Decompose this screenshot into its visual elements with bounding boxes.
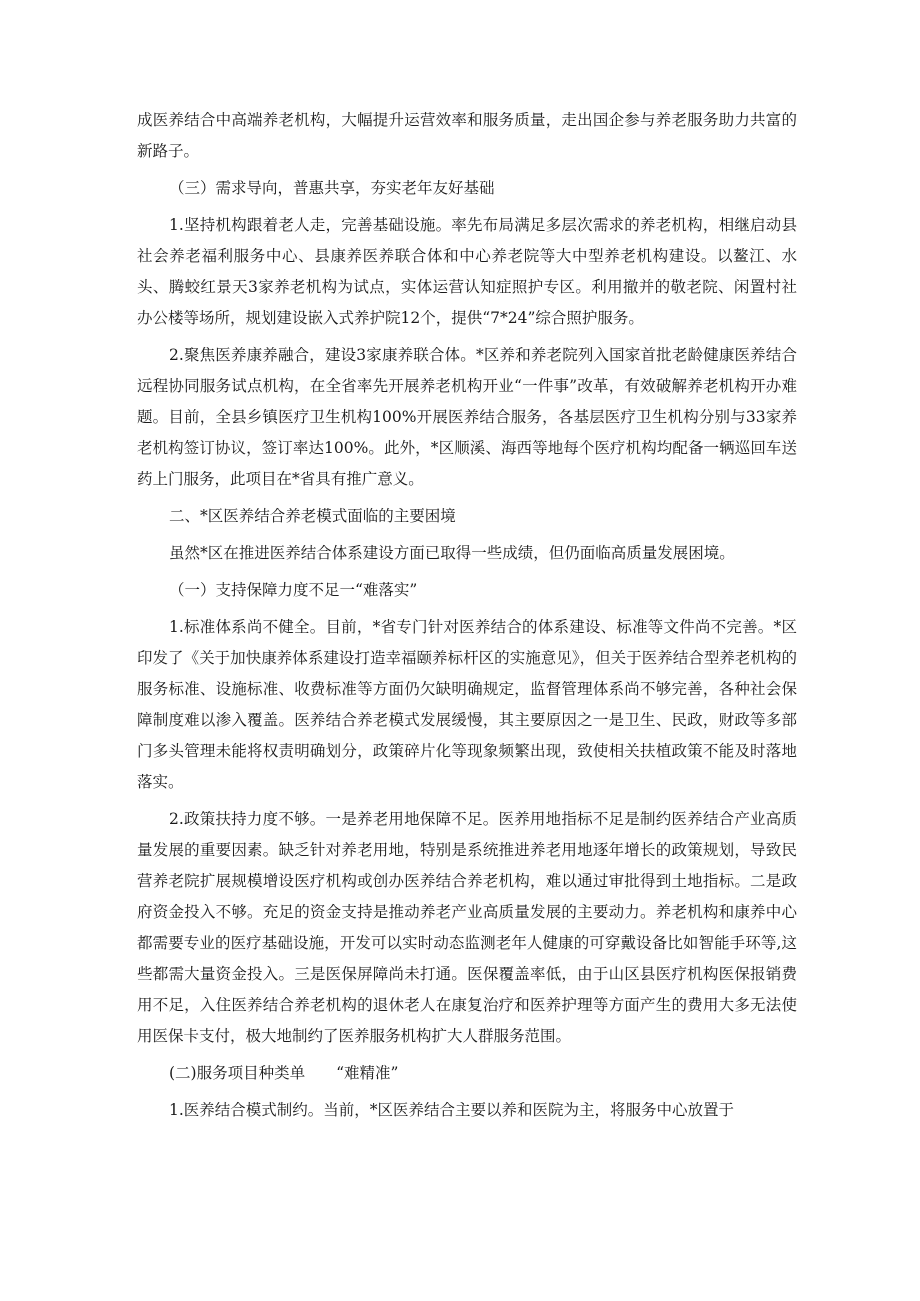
section-heading-3: （三）需求导向，普惠共享，夯实老年友好基础 [169, 179, 495, 197]
paragraph-infrastructure: 1.坚持机构跟着老人走，完善基础设施。率先布局满足多层次需求的养老机构，相继启动县社会养老福利服务中心、县康养医养联合体和中心养老院等大中型养老机构建设。以鳌江、水头、腾蛟红景天3家养老机构为试点，实体运营认知症照护专区。利用撤并的敬老院、闲置村社办公楼等场所，规划建设嵌入式养护院12个，提供“7*24”综合照护服务。 [137, 216, 797, 327]
paragraph-medical-integration: 2.聚焦医养康养融合，建设3家康养联合体。*区养和养老院列入国家首批老龄健康医养结合远程协同服务试点机构，在全省率先开展养老机构开业“一件事”改革，有效破解养老机构开办难题。目前，全县乡镇医疗卫生机构100%开展医养结合服务，各基层医疗卫生机构分别与33家养老机构签订协议，签订率达100%。此外，*区顺溪、海西等地每个医疗机构均配备一辆巡回车送药上门服务，此项目在*省具有推广意义。 [137, 346, 797, 488]
paragraph-mode-constraint: 1.医养结合模式制约。当前，*区医养结合主要以养和医院为主，将服务中心放置于 [169, 1101, 735, 1119]
paragraph-policy-support: 2.政策扶持力度不够。一是养老用地保障不足。医养用地指标不足是制约医养结合产业高质量发展的重要因素。缺乏针对养老用地，特别是系统推进养老用地逐年增长的政策规划，导致民营养老院扩展规模增设医疗机构或创办医养结合养老机构，难以通过审批得到土地指标。二是政府资金投入不够。充足的资金支持是推动养老产业高质量发展的主要动力。养老机构和康养中心都需要专业的医疗基础设施，开发可以实时动态监测老年人健康的可穿戴设备比如智能手环等,这些都需大量资金投入。三是医保屏障尚未打通。医保覆盖率低，由于山区县医疗机构医保报销费用不足，入住医养结合养老机构的退休老人在康复治疗和医养护理等方面产生的费用大多无法使用医保卡支付，极大地制约了医养服务机构扩大人群服务范围。 [137, 810, 797, 1045]
chapter-heading-2: 二、*区医养结合养老模式面临的主要困境 [169, 507, 456, 525]
section-heading-1: （一）支持保障力度不足一“难落实” [169, 581, 418, 599]
section-heading-2: (二)服务项目种类单 “难精准” [169, 1064, 399, 1082]
document-body [137, 105, 797, 1132]
paragraph-intro-difficulties: 虽然*区在推进医养结合体系建设方面已取得一些成绩，但仍面临高质量发展困境。 [169, 544, 735, 562]
paragraph-standards: 1.标准体系尚不健全。目前，*省专门针对医养结合的体系建设、标准等文件尚不完善。*区印发了《关于加快康养体系建设打造幸福颐养标杆区的实施意见》，但关于医养结合型养老机构的服务标准、设施标准、收费标准等方面仍欠缺明确规定，监督管理体系尚不够完善，各种社会保障制度难以渗入覆盖。医养结合养老模式发展缓慢，其主要原因之一是卫生、民政，财政等多部门多头管理未能将权责明确划分，政策碎片化等现象频繁出现，致使相关扶植政策不能及时落地落实。 [137, 618, 797, 791]
paragraph-continuation: 成医养结合中高端养老机构，大幅提升运营效率和服务质量，走出国企参与养老服务助力共富的新路子。 [137, 111, 797, 160]
